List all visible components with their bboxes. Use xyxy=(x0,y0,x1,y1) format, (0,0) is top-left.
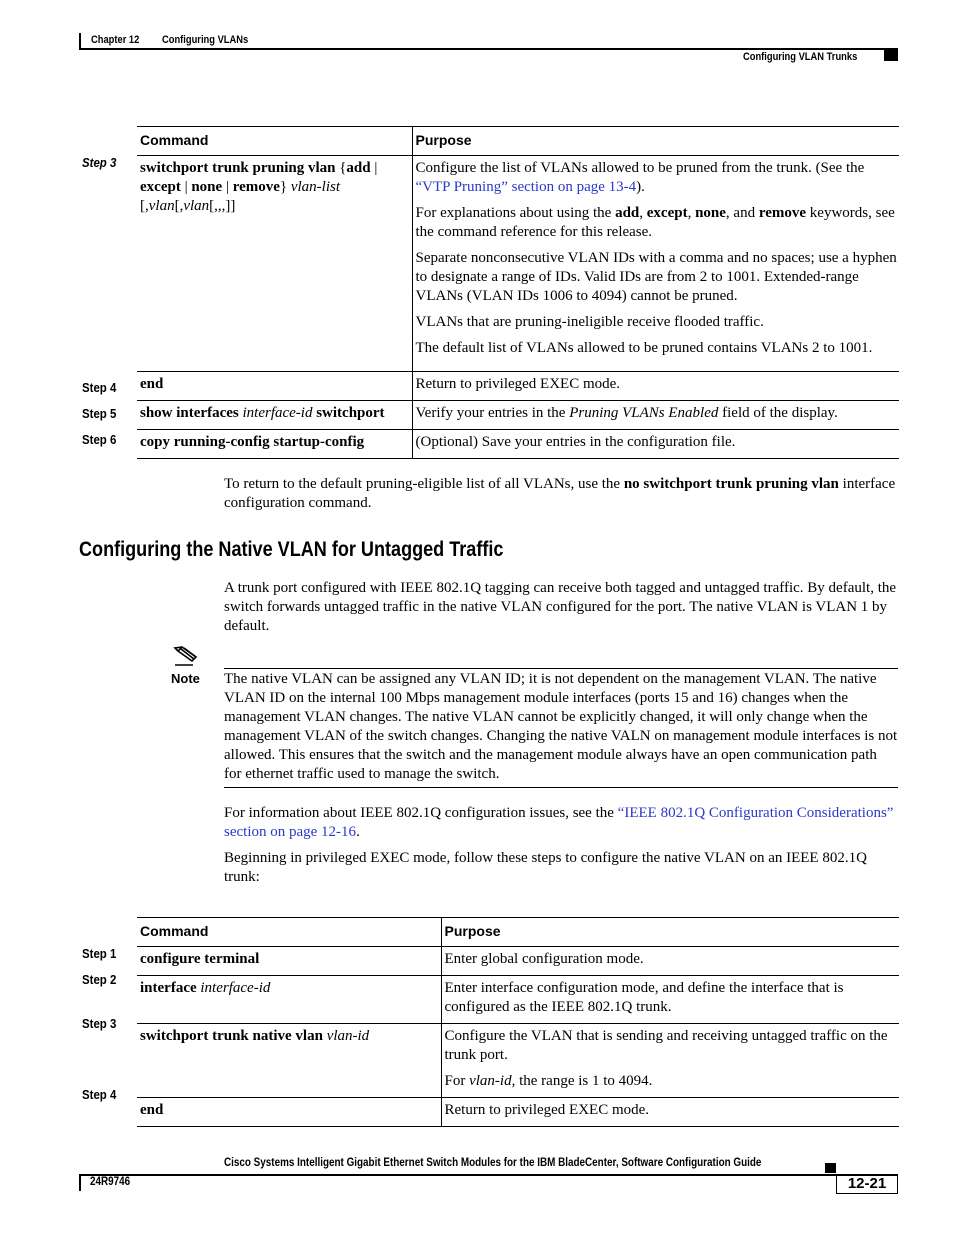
command-cell: end xyxy=(137,372,412,401)
step-label: Step 5 xyxy=(82,406,117,421)
footer-doc-number: 24R9746 xyxy=(90,1176,131,1188)
table-row xyxy=(137,947,899,976)
section-heading: Configuring the Native VLAN for Untagged Traffic xyxy=(79,538,504,561)
step-label: Step 3 xyxy=(82,155,117,170)
purpose-cell: Enter global configuration mode. xyxy=(441,947,899,976)
table-row xyxy=(137,1024,899,1098)
command-cell: configure terminal xyxy=(137,947,441,976)
col-purpose: Purpose xyxy=(412,127,899,156)
ieee-considerations-link[interactable]: “IEEE 802.1Q Configuration Considerations” section on page 12-16 xyxy=(224,805,894,840)
vtp-pruning-link[interactable]: “VTP Pruning” section on page 13-4 xyxy=(415,179,637,195)
command-cell: copy running-config startup-config xyxy=(137,430,412,459)
command-table-pruning xyxy=(137,126,899,459)
footer-title: Cisco Systems Intelligent Gigabit Ethernet Switch Modules for the IBM BladeCenter, Software Configuration Guide xyxy=(224,1157,762,1169)
table-row xyxy=(137,1098,899,1127)
page-number: 12-21 xyxy=(836,1174,898,1194)
step-label: Step 3 xyxy=(82,1016,117,1031)
step-label: Step 2 xyxy=(82,972,117,987)
info-paragraph: For information about IEEE 802.1Q configuration issues, see the “IEEE 802.1Q Configuration Considerations” section on page 12-16. xyxy=(224,805,894,840)
note-top-rule xyxy=(224,668,898,669)
table-row xyxy=(137,156,899,372)
table-row xyxy=(137,430,899,459)
beginning-paragraph: Beginning in privileged EXEC mode, follow these steps to configure the native VLAN on an IEEE 802.1Q trunk: xyxy=(224,850,867,885)
header-section: Configuring VLAN Trunks xyxy=(743,51,858,63)
note-label: Note xyxy=(171,671,200,686)
intro-paragraph: A trunk port configured with IEEE 802.1Q tagging can receive both tagged and untagged traffic. By default, the switch forwards untagged traffic in the native VLAN configured for the port. The native VLAN is VLAN 1 by default. xyxy=(224,580,897,634)
footer-rule xyxy=(79,1174,898,1176)
command-cell: interface interface-id xyxy=(137,976,441,1024)
note-bottom-rule xyxy=(224,787,898,788)
header-chapter: Chapter 12 xyxy=(91,34,140,46)
purpose-cell: Configure the list of VLANs allowed to be pruned from the trunk. (See the “VTP Pruning” section on page 13-4). For explanations about using the add, except, none, and remove keywords, see the command reference for this release. Separate nonconsecutive VLAN IDs with a comma and no spaces; use a hyphen to designate a range of IDs. Valid IDs are from 2 to 1001. Extended-range VLANs (VLAN IDs 1006 to 4094) cannot be pruned. VLANs that are pruning-ineligible receive flooded traffic. The default list of VLANs allowed to be pruned contains VLANs 2 to 1001. xyxy=(412,156,899,372)
header-marker xyxy=(884,50,898,61)
col-command: Command xyxy=(137,127,412,156)
purpose-cell: Configure the VLAN that is sending and receiving untagged traffic on the trunk port. For vlan-id, the range is 1 to 4094. xyxy=(441,1024,899,1098)
command-cell: show interfaces interface-id switchport xyxy=(137,401,412,430)
step-label: Step 1 xyxy=(82,946,117,961)
command-table-native-vlan xyxy=(137,917,899,1127)
step-label: Step 4 xyxy=(82,380,117,395)
return-default-paragraph: To return to the default pruning-eligible list of all VLANs, use the no switchport trunk pruning vlan interface configuration command. xyxy=(224,476,896,511)
pencil-note-icon xyxy=(172,645,200,669)
purpose-cell: Verify your entries in the Pruning VLANs Enabled field of the display. xyxy=(412,401,899,430)
command-cell: end xyxy=(137,1098,441,1127)
table-row xyxy=(137,976,899,1024)
footer-left-rule xyxy=(79,1174,81,1191)
note-text: The native VLAN can be assigned any VLAN ID; it is not dependent on the management VLAN. The native VLAN ID on the internal 100 Mbps management module interfaces (ports 15 and 16) changes when the management VLAN changes. The native VLAN cannot be explicitly changed, it will only change when the management VLAN of the switch changes. Changing the native VALN on management module interfaces is not allowed. This ensures that the switch and the management module always have an open communication path for ethernet traffic used to manage the switch. xyxy=(224,671,898,782)
purpose-cell: Enter interface configuration mode, and define the interface that is configured as the IEEE 802.1Q trunk. xyxy=(441,976,899,1024)
purpose-cell: (Optional) Save your entries in the configuration file. xyxy=(412,430,899,459)
header-rule xyxy=(79,48,898,50)
step-label: Step 4 xyxy=(82,1087,117,1102)
footer-marker xyxy=(825,1163,836,1173)
command-cell: switchport trunk native vlan vlan-id xyxy=(137,1024,441,1098)
col-command: Command xyxy=(137,918,441,947)
header-chapter-title: Configuring VLANs xyxy=(162,34,249,46)
command-cell: switchport trunk pruning vlan {add | except | none | remove} vlan-list [,vlan[,vlan[,,,]] xyxy=(137,156,412,372)
table-row xyxy=(137,372,899,401)
table-row xyxy=(137,401,899,430)
col-purpose: Purpose xyxy=(441,918,899,947)
step-label: Step 6 xyxy=(82,432,117,447)
purpose-cell: Return to privileged EXEC mode. xyxy=(441,1098,899,1127)
purpose-cell: Return to privileged EXEC mode. xyxy=(412,372,899,401)
